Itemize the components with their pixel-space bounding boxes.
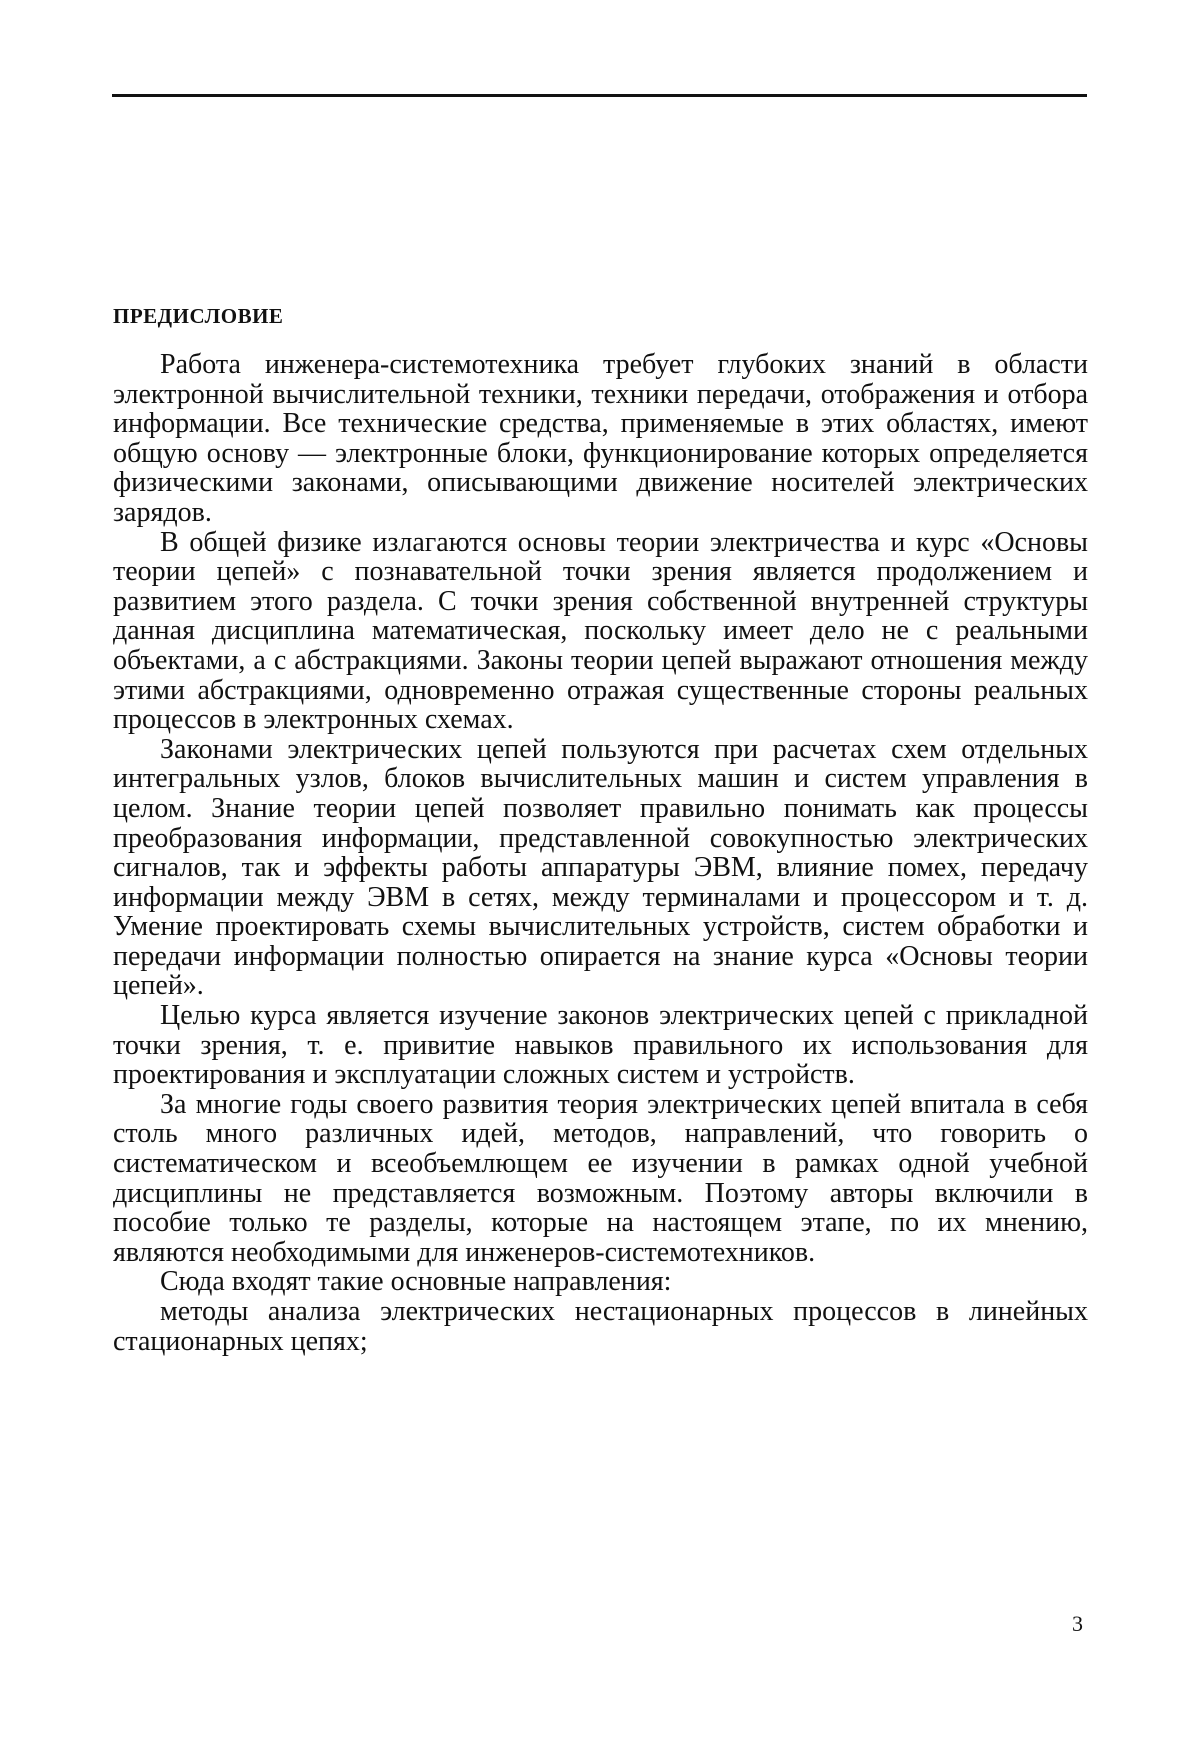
paragraph-1: Работа инженера-системотехника требует глубоких знаний в области электронной вычислительной техники, техники передачи, отображения и отбора информации. Все технические средства, применяемые в этих областях, имеют общую основу — электронные блоки, функционирование которых определяется физическими законами, описывающими движение носителей электрических зарядов. xyxy=(113,349,1088,528)
paragraph-2: В общей физике излагаются основы теории электричества и курс «Основы теории цепей» с познавательной точки зрения является продолжением и развитием этого раздела. С точки зрения собственной внутренней структуры данная дисциплина математическая, поскольку имеет дело не с реальными объектами, а с абстракциями. Законы теории цепей выражают отношения между этими абстракциями, одновременно отражая существенные стороны реальных процессов в электронных схемах. xyxy=(113,526,1088,736)
paragraph-3: Законами электрических цепей пользуются при расчетах схем отдельных интегральных узлов, блоков вычислительных машин и систем управления в целом. Знание теории цепей позволяет правильно понимать как процессы преобразования информации, представленной совокупностью электрических сигналов, так и эффекты работы аппаратуры ЭВМ, влияние помех, передачу информации между ЭВМ в сетях, между терминалами и процессором и т. д. Умение проектировать схемы вычислительных устройств, систем обработки и передачи информации полностью опирается на знание курса «Основы теории цепей». xyxy=(113,733,1088,1002)
paragraph-7: методы анализа электрических нестационарных процессов в линейных стационарных цепях; xyxy=(113,1296,1088,1357)
section-heading: ПРЕДИСЛОВИЕ xyxy=(113,304,284,328)
paragraph-6: Сюда входят такие основные направления: xyxy=(160,1266,672,1298)
body-text xyxy=(113,350,1088,1356)
page-number: 3 xyxy=(1072,1611,1083,1636)
header-rule xyxy=(112,94,1087,97)
paragraph-5: За многие годы своего развития теория электрических цепей впитала в себя столь много различных идей, методов, направлений, что говорить о систематическом и всеобъемлющем ее изучении в рамках одной учебной дисциплины не представляется возможным. Поэтому авторы включили в пособие только те разделы, которые на настоящем этапе, по их мнению, являются необходимыми для инженеров-системотехников. xyxy=(113,1088,1088,1268)
paragraph-4: Целью курса является изучение законов электрических цепей с прикладной точки зрения, т. е. привитие навыков правильного их использования для проектирования и эксплуатации сложных систем и устройств. xyxy=(113,1000,1088,1091)
